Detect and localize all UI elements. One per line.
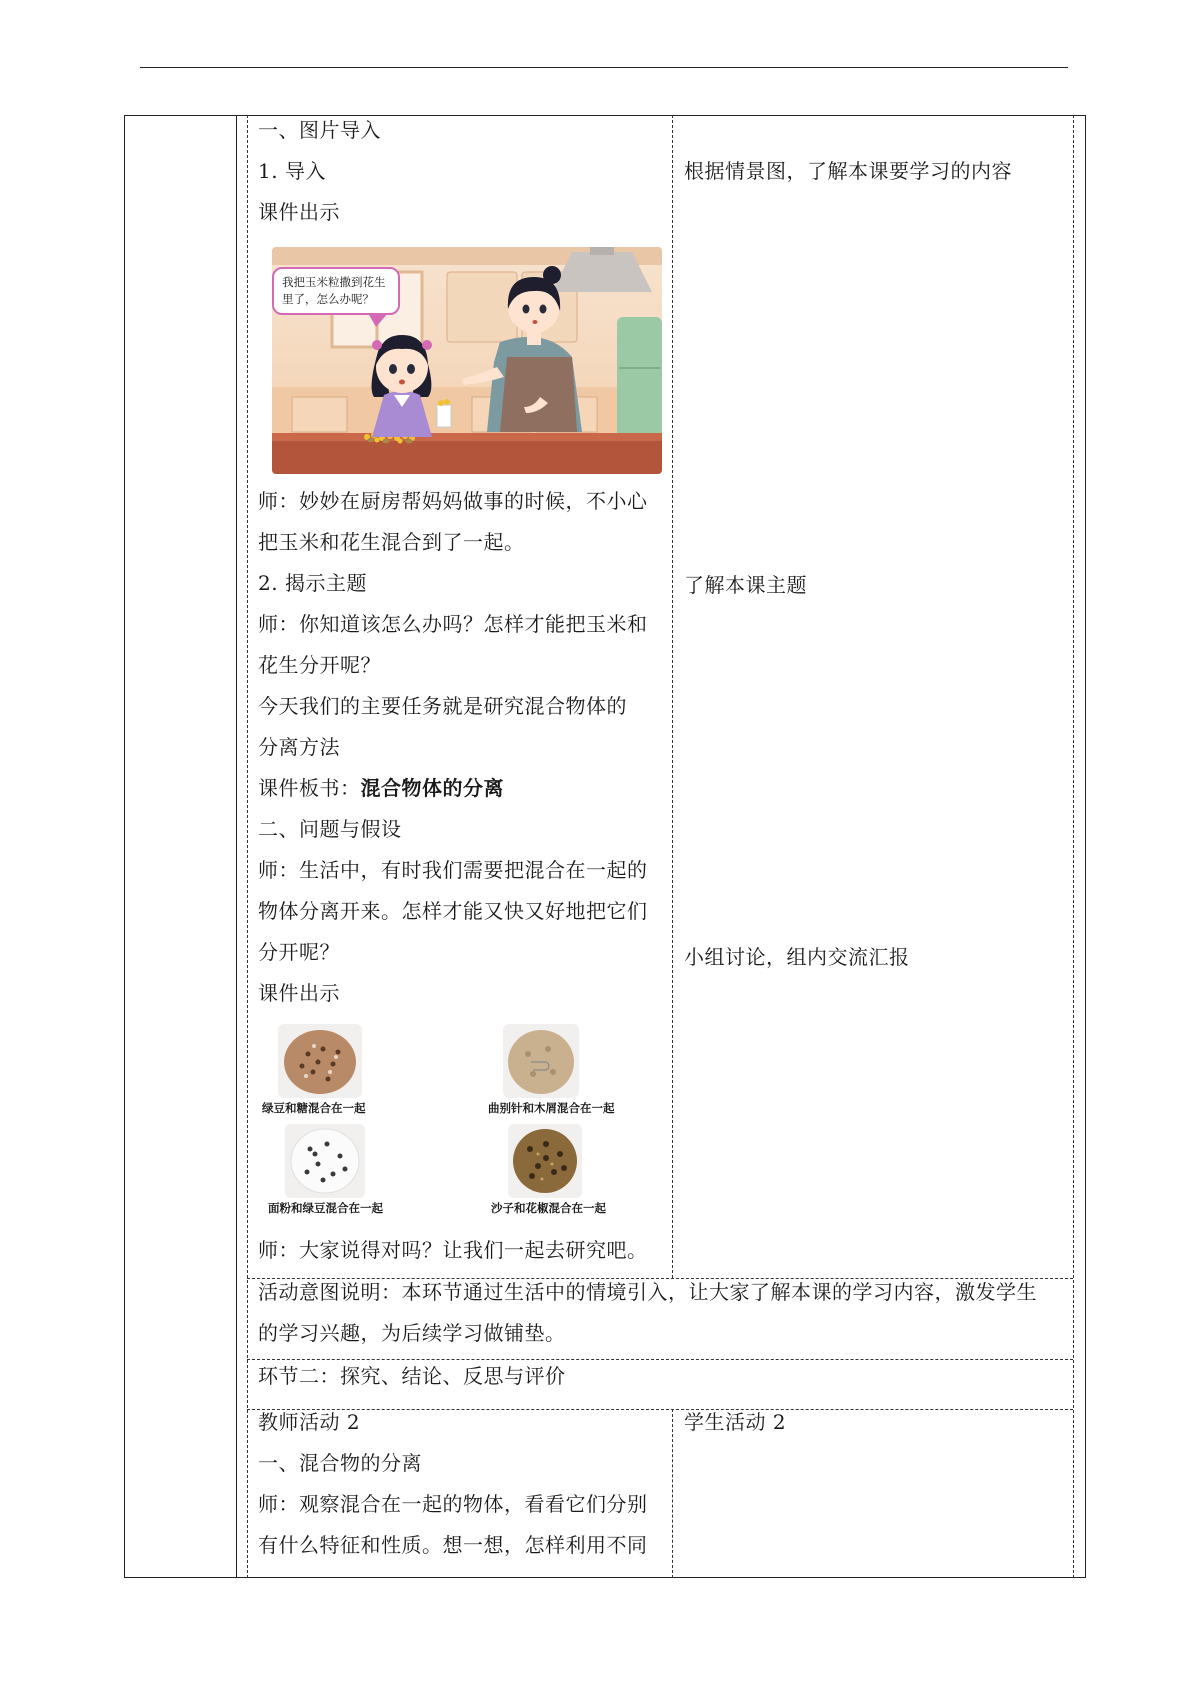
student-activity-line-2: 了解本课主题 [684,573,807,597]
sand-pepper-photo [508,1124,582,1198]
task-line-2: 分离方法 [258,735,340,759]
table-inner-right-border [1073,115,1074,1578]
teacher-line-kitchen-2: 把玉米和花生混合到了一起。 [258,530,525,554]
teacher-line-life-2: 物体分离开来。怎样才能又快又好地把它们 [258,899,648,923]
scene-speech-bubble: 我把玉米粒撒到花生里了，怎么办呢？ [272,267,400,315]
teacher-observe-line-2: 有什么特征和性质。想一想，怎样利用不同 [258,1533,648,1557]
activity-2-row-border [247,1409,1073,1410]
header-rule [140,67,1068,68]
flour-mungbean-photo [285,1124,365,1198]
board-prefix: 课件板书： [258,776,361,800]
activity-column-divider-1 [672,115,673,1278]
teacher-line-invite: 师：大家说得对吗？让我们一起去研究吧。 [258,1238,648,1262]
teacher-question-line-2: 花生分开呢？ [258,653,381,677]
student-activity-line-1: 根据情景图，了解本课要学习的内容 [684,159,1012,183]
intent-line-2: 的学习兴趣，为后续学习做铺垫。 [258,1321,566,1345]
mixture-caption-4: 沙子和花椒混合在一起 [491,1201,606,1215]
courseware-label-2: 课件出示 [258,981,340,1005]
mixture-caption-1: 绿豆和糖混合在一起 [262,1101,366,1115]
teacher-line-life-3: 分开呢？ [258,940,340,964]
stage-two-title: 环节二：探究、结论、反思与评价 [258,1364,566,1388]
paperclip-sawdust-photo [503,1024,579,1098]
teacher-question-line-1: 师：你知道该怎么办吗？怎样才能把玉米和 [258,612,648,636]
mixture-caption-2: 曲别针和木屑混合在一起 [488,1101,615,1115]
courseware-label: 课件出示 [258,200,340,224]
section-heading-picture-intro: 一、图片导入 [258,118,381,142]
task-line-1: 今天我们的主要任务就是研究混合物体的 [258,694,627,718]
student-activity-line-3: 小组讨论，组内交流汇报 [684,945,910,969]
table-column-divider [236,115,237,1578]
mungbean-sugar-photo [278,1024,362,1098]
mixture-caption-3: 面粉和绿豆混合在一起 [268,1201,383,1215]
teacher-line-kitchen-1: 师：妙妙在厨房帮妈妈做事的时候，不小心 [258,489,648,513]
teacher-observe-line-1: 师：观察混合在一起的物体，看看它们分别 [258,1492,648,1516]
section-heading-problem-hypothesis: 二、问题与假设 [258,817,402,841]
activity-column-divider-2 [672,1409,673,1578]
step-intro-heading: 1. 导入 [258,159,326,183]
section-heading-mixture-separation: 一、混合物的分离 [258,1451,422,1475]
board-writing [258,768,504,810]
step-reveal-topic-heading: 2. 揭示主题 [258,571,367,595]
kitchen-scene-illustration [272,247,662,474]
intent-line-1: 活动意图说明：本环节通过生活中的情境引入，让大家了解本课的学习内容，激发学生 [258,1280,1037,1304]
student-activity-2-title: 学生活动 2 [684,1410,787,1434]
speech-bubble-tail [368,313,388,327]
teacher-activity-2-title: 教师活动 2 [258,1410,361,1434]
teacher-line-life-1: 师：生活中，有时我们需要把混合在一起的 [258,858,648,882]
board-title: 混合物体的分离 [360,776,504,800]
